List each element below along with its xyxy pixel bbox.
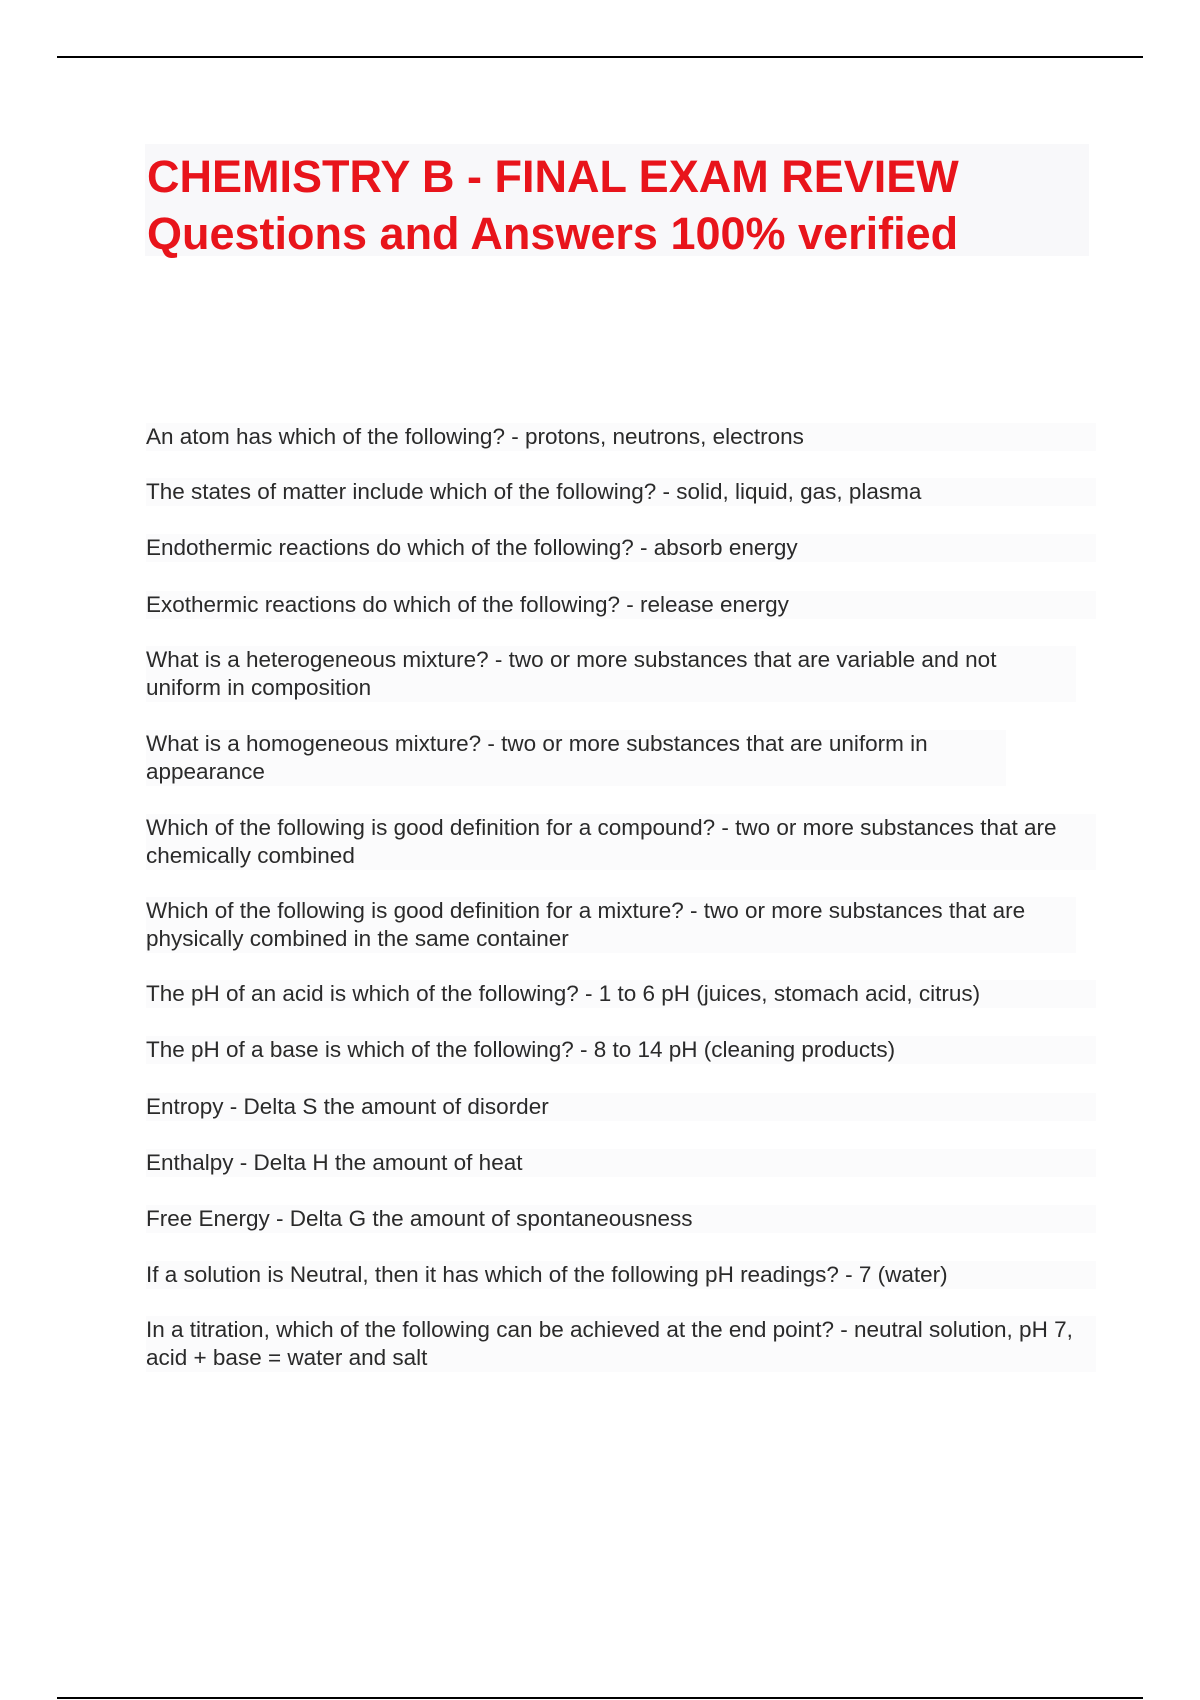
qa-item-1: An atom has which of the following? - protons, neutrons, electrons	[146, 423, 1096, 451]
qa-item-3: Endothermic reactions do which of the following? - absorb energy	[146, 534, 1096, 562]
qa-item-6: What is a homogeneous mixture? - two or more substances that are uniform in appearance	[146, 730, 1006, 786]
qa-list	[146, 423, 1096, 1372]
qa-item-5: What is a heterogeneous mixture? - two or more substances that are variable and not uniform in composition	[146, 646, 1076, 702]
qa-item-11: Entropy - Delta S the amount of disorder	[146, 1093, 1096, 1121]
bottom-rule	[57, 1697, 1143, 1699]
title-line-1: CHEMISTRY B - FINAL EXAM REVIEW	[147, 151, 959, 202]
qa-item-9: The pH of an acid is which of the following? - 1 to 6 pH (juices, stomach acid, citrus)	[146, 980, 1096, 1008]
qa-item-8: Which of the following is good definition for a mixture? - two or more substances that are physically combined in the same container	[146, 897, 1076, 953]
qa-item-15: In a titration, which of the following can be achieved at the end point? - neutral solution, pH 7, acid + base = water and salt	[146, 1316, 1096, 1372]
qa-item-10: The pH of a base is which of the following? - 8 to 14 pH (cleaning products)	[146, 1036, 1096, 1064]
qa-item-4: Exothermic reactions do which of the following? - release energy	[146, 591, 1096, 619]
qa-item-7: Which of the following is good definition for a compound? - two or more substances that are chemically combined	[146, 814, 1096, 870]
document-title	[145, 144, 1089, 259]
qa-item-12: Enthalpy - Delta H the amount of heat	[146, 1149, 1096, 1177]
qa-item-2: The states of matter include which of the following? - solid, liquid, gas, plasma	[146, 478, 1096, 506]
qa-item-14: If a solution is Neutral, then it has which of the following pH readings? - 7 (water)	[146, 1261, 1096, 1289]
qa-item-13: Free Energy - Delta G the amount of spontaneousness	[146, 1205, 1096, 1233]
title-line-2: Questions and Answers 100% verified	[147, 208, 959, 259]
top-rule	[57, 56, 1143, 58]
